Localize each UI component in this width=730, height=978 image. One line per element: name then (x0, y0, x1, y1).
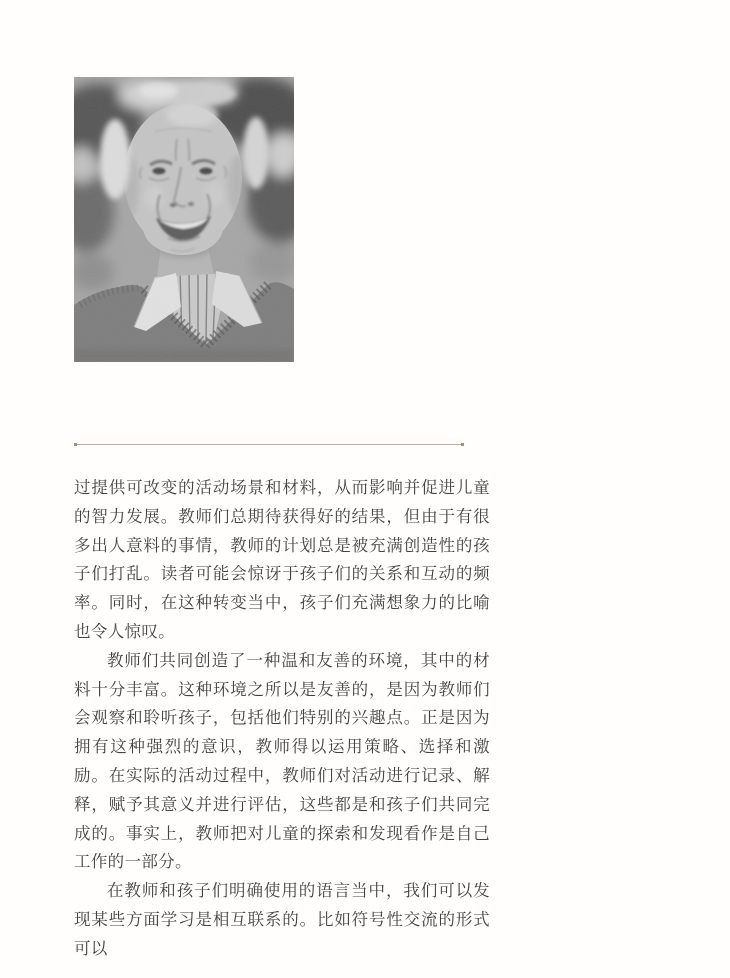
portrait-illustration (74, 77, 294, 362)
paragraph: 教师们共同创造了一种温和友善的环境，其中的材料十分丰富。这种环境之所以是友善的，是因为教师们会观察和聆听孩子，包括他们特别的兴趣点。正是因为拥有这种强烈的意识，教师得以运用策略、选择和激励。在实际的活动过程中，教师们对活动进行记录、解释，赋予其意义并进行评估，这些都是和孩子们共同完成的。事实上，教师把对儿童的探索和发现看作是自己工作的一部分。 (74, 650, 490, 872)
divider-end-dot-right (461, 443, 464, 446)
divider-end-dot-left (74, 443, 77, 446)
body-text (74, 474, 490, 964)
paragraph: 在教师和孩子们明确使用的语言当中，我们可以发现某些方面学习是相互联系的。比如符号性交流的形式可以 (74, 881, 490, 958)
paragraph-continuation: 过提供可改变的活动场景和材料，从而影响并促进儿童的智力发展。教师们总期待获得好的结果，但由于有很多出人意料的事情，教师的计划总是被充满创造性的孩子们打乱。读者可能会惊讶于孩子们的关系和互动的频率。同时，在这种转变当中，孩子们充满想象力的比喻也令人惊叹。 (74, 478, 490, 641)
section-divider (75, 444, 463, 445)
portrait-photo (74, 77, 294, 362)
